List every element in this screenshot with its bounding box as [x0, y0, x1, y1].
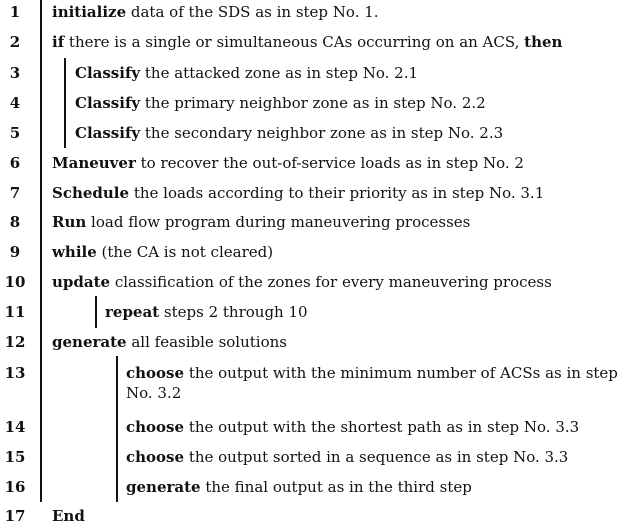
keyword: choose — [126, 418, 185, 436]
keyword: choose — [126, 448, 185, 466]
line-text: to recover the out-of-service loads as in step No. 2 — [135, 154, 524, 172]
line-number: 11 — [4, 303, 26, 321]
line-number: 9 — [9, 243, 21, 261]
keyword: if — [52, 33, 65, 51]
line-number: 13 — [4, 364, 26, 382]
line-number: 12 — [4, 333, 26, 351]
keyword: choose — [126, 364, 185, 382]
line-text: steps 2 through 10 — [159, 303, 308, 321]
line-text: classification of the zones for every maneuvering process — [110, 273, 552, 291]
line-text: the output sorted in a sequence as in step No. 3.3 — [184, 448, 569, 466]
keyword: Classify — [75, 94, 141, 112]
line-number: 5 — [9, 124, 21, 142]
line-number: 6 — [9, 154, 21, 172]
repeat-block-bar — [95, 296, 97, 328]
line-text: data of the SDS as in step No. 1. — [126, 3, 379, 21]
line-number: 2 — [9, 33, 21, 51]
line-text: the output with the minimum number of ACSs as in step No. 3.2 — [126, 364, 618, 402]
line-text: the final output as in the third step — [200, 478, 472, 496]
keyword: repeat — [105, 303, 160, 321]
keyword-then: then — [524, 33, 563, 51]
keyword: generate — [52, 333, 127, 351]
keyword: while — [52, 243, 97, 261]
line-number: 7 — [9, 184, 21, 202]
if-block-bar — [64, 58, 66, 148]
line-text: the loads according to their priority as in step No. 3.1 — [129, 184, 545, 202]
line-number: 15 — [4, 448, 26, 466]
line-number: 14 — [4, 418, 26, 436]
keyword: Run — [52, 213, 87, 231]
line-text: load flow program during maneuvering processes — [86, 213, 471, 231]
keyword: Schedule — [52, 184, 130, 202]
line-number: 16 — [4, 478, 26, 496]
line-number: 10 — [4, 273, 26, 291]
line-text: the attacked zone as in step No. 2.1 — [140, 64, 419, 82]
main-block-bar — [40, 0, 42, 502]
keyword: Maneuver — [52, 154, 136, 172]
line-text: the output with the shortest path as in step No. 3.3 — [184, 418, 580, 436]
line-number: 8 — [9, 213, 21, 231]
line-number: 17 — [4, 507, 26, 525]
line-text: all feasible solutions — [126, 333, 287, 351]
line-number: 1 — [9, 3, 21, 21]
keyword: update — [52, 273, 111, 291]
keyword: generate — [126, 478, 201, 496]
line-text: the primary neighbor zone as in step No. 2.2 — [140, 94, 486, 112]
line-text: there is a single or simultaneous CAs occurring on an ACS, — [64, 33, 525, 51]
keyword: Classify — [75, 64, 141, 82]
line-text: (the CA is not cleared) — [96, 243, 274, 261]
keyword: initialize — [52, 3, 127, 21]
keyword: Classify — [75, 124, 141, 142]
keyword: End — [52, 507, 85, 525]
choose-block-bar — [116, 356, 118, 502]
line-number: 3 — [9, 64, 21, 82]
line-number: 4 — [9, 94, 21, 112]
line-text: the secondary neighbor zone as in step No. 2.3 — [140, 124, 504, 142]
